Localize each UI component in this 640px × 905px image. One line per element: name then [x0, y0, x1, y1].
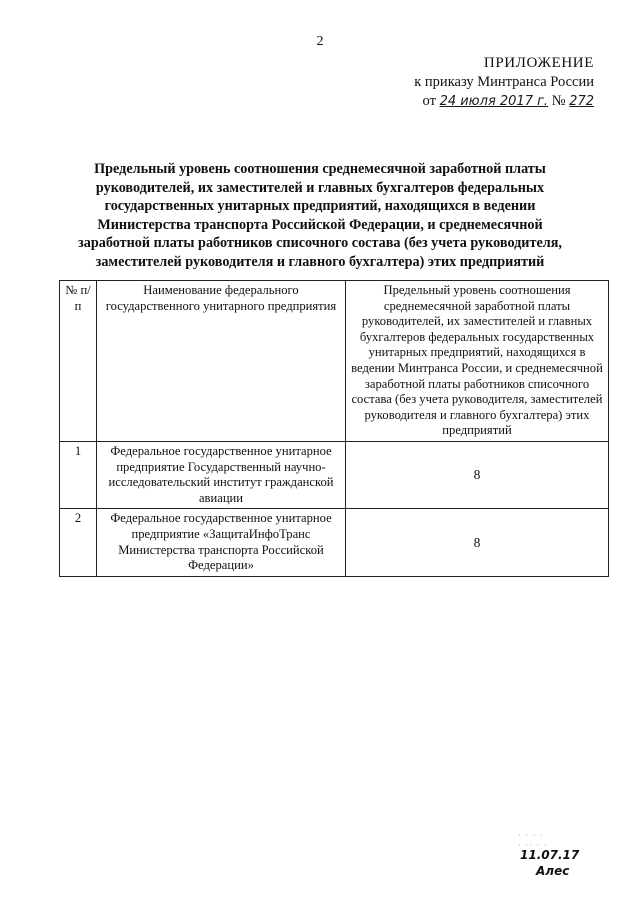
appendix-block [414, 54, 594, 111]
faint-stamp: · · · · · ·· · · [518, 830, 548, 850]
header-value: Предельный уровень соотношения среднемесячной заработной платы руководителей, их заместителей и главных бухгалтеров федеральных государственных унитарных предприятий, находящихся в ведении Минтранса России, и среднемесячной заработной платы работников списочного состава (без учета руководителя, заместителей руководителя и главного бухгалтера) этих предприятий [346, 281, 609, 442]
appendix-order: к приказу Минтранса России [414, 74, 594, 90]
table-header-row [60, 281, 609, 442]
row-value: 8 [346, 509, 609, 576]
date-prefix: от [422, 93, 436, 109]
header-num: № п/п [60, 281, 97, 442]
page-number: 2 [316, 34, 324, 49]
appendix-title: ПРИЛОЖЕНИЕ [483, 55, 594, 71]
row-name: Федеральное государственное унитарное предприятие Государственный научно-исследовательский институт гражданской авиации [97, 441, 346, 508]
order-number: 272 [569, 94, 594, 109]
document-heading: Предельный уровень соотношения среднемесячной заработной платы руководителей, их заместителей и главных бухгалтеров федеральных государственных унитарных предприятий, находящихся в ведении Министерства транспорта Российской Федерации, и среднемесячной заработной платы работников списочного состава (без учета руководителя, заместителей руководителя и главного бухгалтера) этих предприятий [78, 161, 562, 270]
row-value: 8 [346, 441, 609, 508]
row-num: 2 [60, 509, 97, 576]
salary-ratio-table [59, 280, 609, 577]
order-date: 24 июля 2017 г. [439, 94, 549, 109]
table-row [60, 509, 609, 576]
header-name: Наименование федерального государственного унитарного предприятия [97, 281, 346, 442]
row-num: 1 [60, 441, 97, 508]
appendix-order-line [414, 92, 594, 111]
row-name: Федеральное государственное унитарное предприятие «ЗащитаИнфоТранс Министерства транспорта Российской Федерации» [97, 509, 346, 576]
number-sign: № [551, 93, 566, 109]
table-row [60, 441, 609, 508]
